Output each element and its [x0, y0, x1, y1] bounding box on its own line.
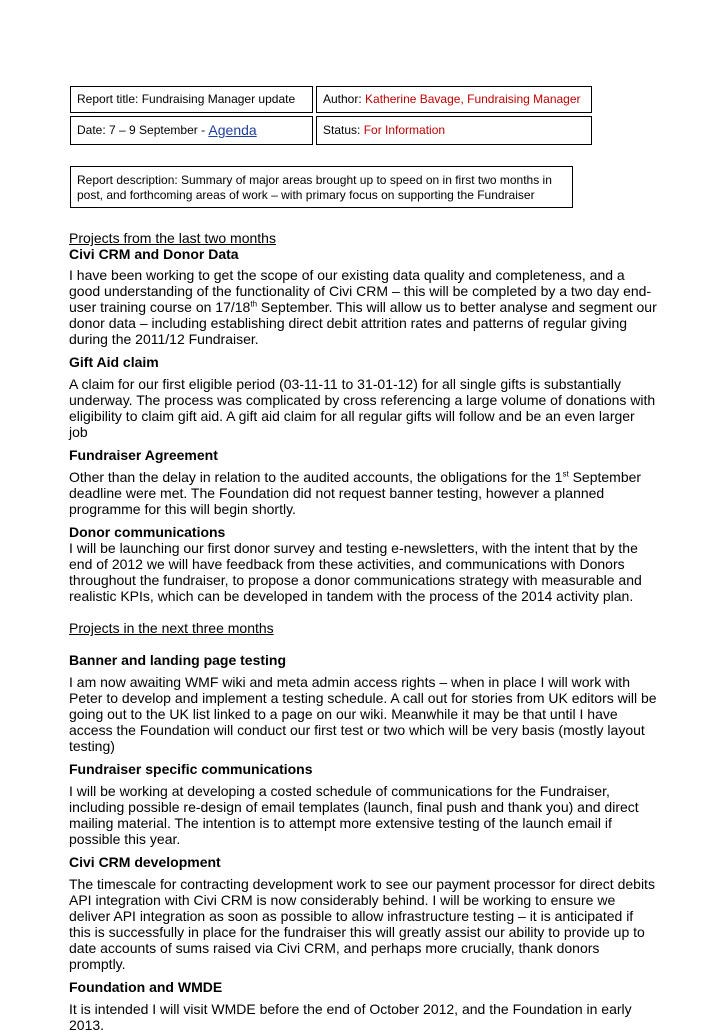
author-box	[316, 86, 592, 113]
report-description: Report description: Summary of major areas brought up to speed on in first two months in post, and forthcoming areas of work – with primary focus on supporting the Fundraiser	[77, 173, 552, 202]
report-description-box	[70, 166, 573, 208]
author-label: Author:	[323, 92, 362, 106]
date-box	[70, 116, 313, 145]
paragraph-banner-testing: I am now awaiting WMF wiki and meta admin access rights – when in place I will work with Peter to develop and implement a testing schedule. A call out for stories from UK editors will be going out to the UK list linked to a page on our wiki. Meanwhile it may be that until I have access the Foundation will conduct our first test or two which will be very basis (mostly layout testing)	[69, 674, 657, 754]
author-value: Katherine Bavage, Fundraising Manager	[365, 92, 581, 106]
heading-gift-aid: Gift Aid claim	[69, 354, 159, 370]
superscript-st: st	[562, 469, 569, 479]
status-label: Status:	[323, 123, 361, 137]
status-box	[316, 116, 592, 145]
heading-fundraiser-communications: Fundraiser specific communications	[69, 761, 313, 777]
paragraph-agreement-part1: Other than the delay in relation to the audited accounts, the obligations for the 1	[69, 469, 563, 485]
heading-banner-testing: Banner and landing page testing	[69, 652, 287, 668]
paragraph-civi-crm-development: The timescale for contracting development work to see our payment processor for direct debits API integration with Civi CRM is now considerably behind. I will be working to ensure we deliver API integration as soon as possible to allow infrastructure testing – it is anticipated if this is successfully in place for the fundraiser this will greatly assist our ability to provide up to date accounts of sums raised via Civi CRM, and perhaps more crucially, thank donors promptly.	[69, 876, 655, 972]
heading-fundraiser-agreement: Fundraiser Agreement	[69, 447, 218, 463]
paragraph-fundraiser-agreement	[69, 469, 657, 517]
report-title-label: Report title:	[77, 92, 139, 106]
report-body	[69, 230, 657, 1033]
paragraph-gift-aid: A claim for our first eligible period (03-11-11 to 31-01-12) for all single gifts is substantially underway. The process was complicated by cross referencing a large volume of donations with eligibility to claim gift aid. A gift aid claim for all regular gifts will follow and be an even larger job	[69, 376, 656, 440]
superscript-th: th	[250, 299, 258, 309]
report-title-box	[70, 86, 313, 113]
heading-donor-communications: Donor communications	[69, 524, 226, 540]
paragraph-agreement-part2: September deadline were met. The Foundation did not request banner testing, however a planned programme for this will begin shortly.	[69, 469, 642, 517]
paragraph-civi-crm	[69, 267, 657, 347]
section-title-past: Projects from the last two months	[69, 230, 276, 246]
agenda-link[interactable]: Agenda	[208, 122, 257, 138]
paragraph-civi-crm-part1: I have been working to get the scope of our existing data quality and completeness, and a good understanding of the functionality of Civi CRM – this will be completed by a two day end-user training course on 17/18	[69, 267, 652, 315]
report-title-value: Fundraising Manager update	[141, 92, 296, 106]
heading-foundation-wmde: Foundation and WMDE	[69, 979, 223, 995]
heading-civi-crm-development: Civi CRM development	[69, 854, 221, 870]
paragraph-civi-crm-part2: September. This will allow us to better analyse and segment our donor data – including establishing direct debit attrition rates and patterns of regular giving during the 2011/12 Fundraiser.	[69, 299, 657, 347]
paragraph-donor-communications: I will be launching our first donor survey and testing e-newsletters, with the intent that by the end of 2012 we will have feedback from these activities, and communications with Donors throughout the fundraiser, to propose a donor communications strategy with measurable and realistic KPIs, which can be developed in tandem with the process of the 2014 activity plan.	[69, 540, 642, 604]
paragraph-foundation-wmde: It is intended I will visit WMDE before the end of October 2012, and the Foundation in early 2013.	[69, 1001, 632, 1033]
status-value: For Information	[363, 123, 446, 137]
date-label: Date: 7 – 9 September -	[77, 123, 206, 137]
section-title-next: Projects in the next three months	[69, 620, 274, 636]
heading-civi-crm: Civi CRM and Donor Data	[69, 246, 239, 262]
paragraph-fundraiser-communications: I will be working at developing a costed schedule of communications for the Fundraiser, including possible re-design of email templates (launch, final push and thank you) and direct mailing material. The intention is to attempt more extensive testing of the launch email if possible this year.	[69, 783, 639, 847]
